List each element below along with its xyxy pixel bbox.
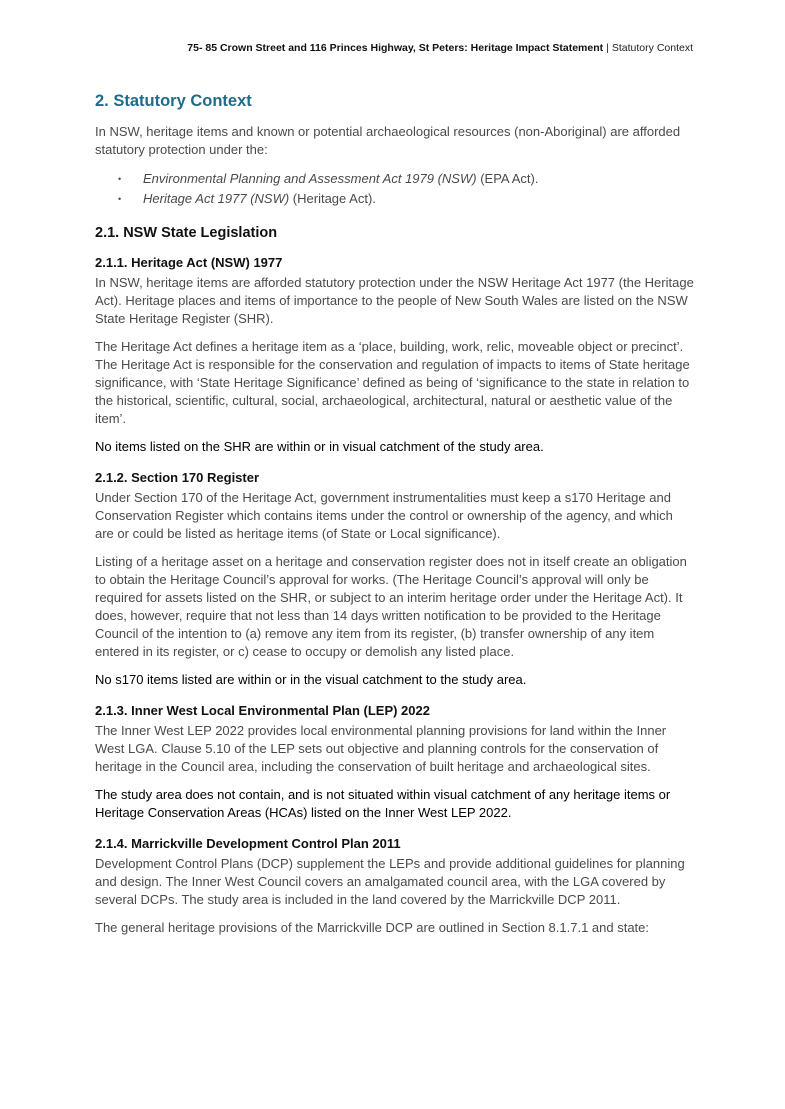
section-intro: In NSW, heritage items and known or potential archaeological resources (non-Aboriginal) are afforded statutory protection under the: — [95, 124, 681, 157]
paragraph: The Heritage Act defines a heritage item as a ‘place, building, work, relic, moveable object or precinct’. The Heritage Act is responsible for the conservation and regulation of impacts to items of State heritage significance, with ‘State Heritage Significance’ defined as being of ‘significance to the state in relation to the historical, scientific, cultural, social, archaeological, architectural, natural or aesthetic value of the item’. — [95, 339, 690, 426]
header-document-title: 75- 85 Crown Street and 116 Princes Highway, St Peters: Heritage Impact Statement — [187, 42, 604, 54]
paragraph: Under Section 170 of the Heritage Act, government instrumentalities must keep a s170 Heritage and Conservation Register which contains items under the control or ownership of the agency, and which are or could be listed as heritage items (of State or Local significance). — [95, 490, 673, 541]
paragraph: Development Control Plans (DCP) supplement the LEPs and provide additional guidelines for planning and design. The Inner West Council covers an amalgamated council area, with the LGA covered by several DCPs. The study area is included in the land covered by the Marrickville DCP 2011. — [95, 856, 685, 907]
list-item — [95, 169, 695, 189]
act-abbrev: (EPA Act). — [476, 171, 539, 186]
header-section-name: Statutory Context — [611, 42, 693, 54]
running-header — [187, 42, 693, 54]
subsection-heading-nsw: 2.1. NSW State Legislation — [95, 225, 278, 241]
act-name: Environmental Planning and Assessment Act 1979 (NSW) — [143, 171, 477, 186]
legislation-list — [95, 169, 695, 209]
finding-statement: No s170 items listed are within or in the visual catchment to the study area. — [95, 672, 527, 687]
page-content — [95, 92, 695, 947]
heading-heritage-act: 2.1.1. Heritage Act (NSW) 1977 — [95, 255, 283, 270]
heading-dcp: 2.1.4. Marrickville Development Control Plan 2011 — [95, 836, 401, 851]
list-item — [95, 189, 695, 209]
heading-lep: 2.1.3. Inner West Local Environmental Plan (LEP) 2022 — [95, 703, 430, 718]
paragraph: Listing of a heritage asset on a heritage and conservation register does not in itself create an obligation to obtain the Heritage Council’s approval for works. (The Heritage Council’s approval will only be required for assets listed on the SHR, or subject to an interim heritage order under the Heritage Act). It does, however, require that not less than 14 days written notification to be provided to the Heritage Council of the intention to (a) remove any item from its register, (b) transfer ownership of any item entered in its register, or c) cease to occupy or demolish any listed place. — [95, 554, 687, 659]
act-abbrev: (Heritage Act). — [289, 191, 376, 206]
finding-statement: No items listed on the SHR are within or in visual catchment of the study area. — [95, 439, 544, 454]
section-heading: 2. Statutory Context — [95, 92, 252, 110]
paragraph: The general heritage provisions of the Marrickville DCP are outlined in Section 8.1.7.1 and state: — [95, 920, 650, 935]
paragraph: The Inner West LEP 2022 provides local environmental planning provisions for land within the Inner West LGA. Clause 5.10 of the LEP sets out objective and planning controls for the conservation of heritage in the Council area, including the conservation of built heritage and archaeological sites. — [95, 723, 667, 774]
finding-statement: The study area does not contain, and is not situated within visual catchment of any heritage items or Heritage Conservation Areas (HCAs) listed on the Inner West LEP 2022. — [95, 787, 671, 820]
paragraph: In NSW, heritage items are afforded statutory protection under the NSW Heritage Act 1977 (the Heritage Act). Heritage places and items of importance to the people of New South Wales are listed on the NSW State Heritage Register (SHR). — [95, 275, 694, 326]
header-separator: | — [606, 42, 609, 54]
act-name: Heritage Act 1977 (NSW) — [143, 191, 290, 206]
heading-s170: 2.1.2. Section 170 Register — [95, 470, 260, 485]
